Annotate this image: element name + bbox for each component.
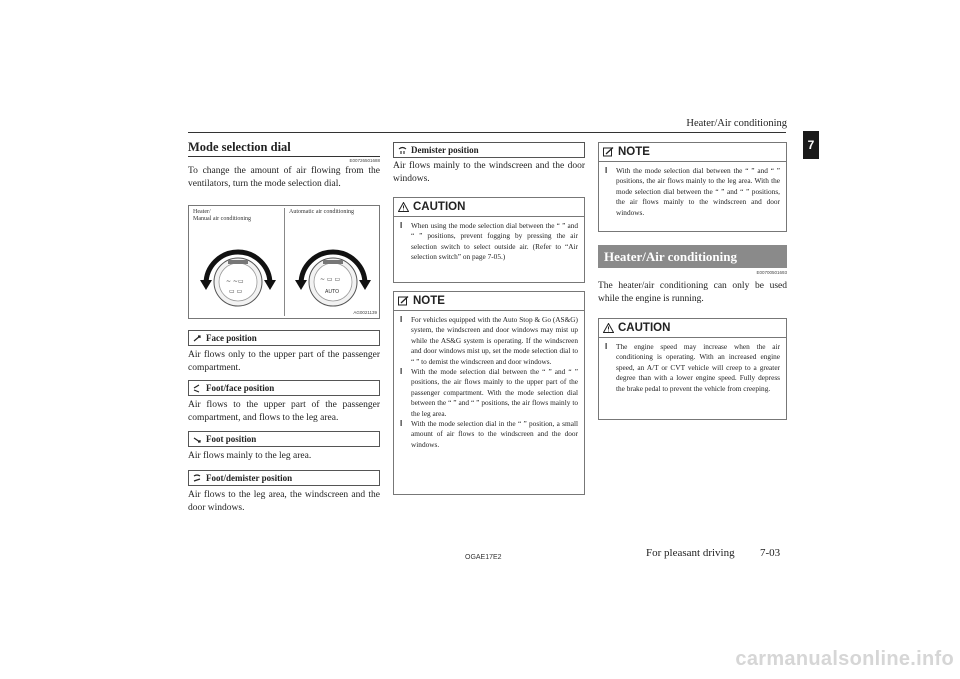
caution-box-right — [598, 318, 787, 420]
intro-text: To change the amount of air flowing from the ventilators, turn the mode selection dial. — [188, 166, 380, 189]
note-item: l With the mode selection dial in the “ ” position, a small amount of air flows to the windscreen and the door windows. — [400, 419, 578, 450]
subhead-footdemister — [188, 470, 380, 486]
footdemister-text: Air flows to the leg area, the windscreen and the door windows. — [188, 490, 380, 513]
warning-triangle-icon — [603, 323, 614, 333]
foot-face-vent-icon — [193, 384, 202, 393]
footface-text: Air flows to the upper part of the passenger compartment, and flows to the leg area. — [188, 400, 380, 423]
note-box-right — [598, 142, 787, 232]
doc-code: OGAE17E2 — [465, 554, 502, 561]
auto-text: AUTO — [325, 289, 340, 295]
caution-box-middle — [393, 197, 585, 283]
figure-code: AG0021139 — [353, 310, 377, 315]
page-number: 7-03 — [760, 547, 781, 559]
running-header: Heater/Air conditioning — [686, 118, 787, 129]
subhead-footface — [188, 380, 380, 396]
section-tab: 7 — [803, 131, 819, 159]
note-item: l With the mode selection dial between the “ ” and “ ” positions, the air flows mainly to the upper part of the passenger compartment. With the mode selection dial between the “ ” and “ ” positions, the air flows mainly to the leg area. — [400, 367, 578, 419]
subhead-demister — [393, 142, 585, 158]
subhead-face-label: Face position — [206, 333, 257, 343]
svg-text:~ ▭ ▭: ~ ▭ ▭ — [320, 276, 341, 283]
note-list — [394, 311, 584, 454]
figure-label-manual: Manual air conditioning — [193, 216, 251, 222]
subhead-foot-label: Foot position — [206, 434, 257, 444]
subhead-footface-label: Foot/face position — [206, 383, 275, 393]
manual-dial-drawing — [196, 236, 280, 308]
header-rule — [188, 132, 786, 133]
foot-vent-icon — [193, 435, 202, 444]
subhead-demister-label: Demister position — [411, 145, 479, 155]
section-banner: Heater/Air conditioning — [598, 245, 787, 268]
svg-text:▭: ▭ — [238, 278, 244, 285]
subhead-foot — [188, 431, 380, 447]
footer-chapter: For pleasant driving — [646, 547, 735, 559]
face-vent-icon — [193, 334, 202, 343]
figure-label-auto: Automatic air conditioning — [289, 209, 354, 215]
banner-code: E00700501693 — [756, 270, 787, 275]
svg-text:▭ ▭: ▭ ▭ — [229, 288, 243, 295]
foot-demister-icon — [193, 474, 202, 483]
note-title-right: NOTE — [599, 143, 786, 162]
section-title: Mode selection dial — [188, 140, 291, 154]
note-box-middle — [393, 291, 585, 495]
face-text: Air flows only to the upper part of the passenger compartment. — [188, 350, 380, 373]
subhead-footdemister-label: Foot/demister position — [206, 473, 293, 483]
note-item: l For vehicles equipped with the Auto Stop & Go (AS&G) system, the windscreen and door windows may mist up while the AS&G system is operating. If the windscreen and door windows mist up, set the mode selection dial to “ ” to demist the windscreen and door windows. — [400, 315, 578, 367]
note-list-right — [599, 162, 786, 222]
figure-label-heater: Heater/ — [193, 209, 211, 215]
title-rule — [188, 156, 380, 157]
section-code: E00726501688 — [349, 158, 380, 163]
mode-dial-figure — [188, 205, 380, 319]
heater-intro-text: The heater/air conditioning can only be used while the engine is running. — [598, 281, 787, 304]
subhead-face — [188, 330, 380, 346]
figure-divider — [284, 208, 285, 316]
note-pencil-icon — [603, 147, 614, 157]
caution-title: CAUTION — [394, 198, 584, 217]
note-pencil-icon — [398, 296, 409, 306]
watermark: carmanualsonline.info — [735, 648, 954, 670]
warning-triangle-icon — [398, 202, 409, 212]
caution-item: l When using the mode selection dial between the “ ” and “ ” positions, prevent fogging by pressing the air selection switch to select outside air. (Refer to “Air selection switch” on page 7-05.) — [400, 221, 578, 263]
caution-item: l The engine speed may increase when the air conditioning is operating. With an increased engine speed, an A/T or CVT vehicle will creep to a greater degree than with a lower engine speed. Fully depress the brake pedal to prevent the vehicle from creeping. — [605, 342, 780, 394]
note-title: NOTE — [394, 292, 584, 311]
auto-dial-drawing — [289, 236, 377, 308]
demister-icon — [398, 146, 407, 155]
svg-text:~ ~: ~ ~ — [226, 278, 238, 285]
demister-text: Air flows mainly to the windscreen and the door windows. — [393, 161, 585, 184]
note-item: l With the mode selection dial between the “ ” and “ ” positions, the air flows mainly to the leg area. With the mode selection dial between the “ ” and “ ” positions, the air flows mainly to the windscreen and door windows. — [605, 166, 780, 218]
foot-text: Air flows mainly to the leg area. — [188, 451, 312, 461]
caution-list-right — [599, 338, 786, 398]
caution-list — [394, 217, 584, 267]
caution-title-right: CAUTION — [599, 319, 786, 338]
